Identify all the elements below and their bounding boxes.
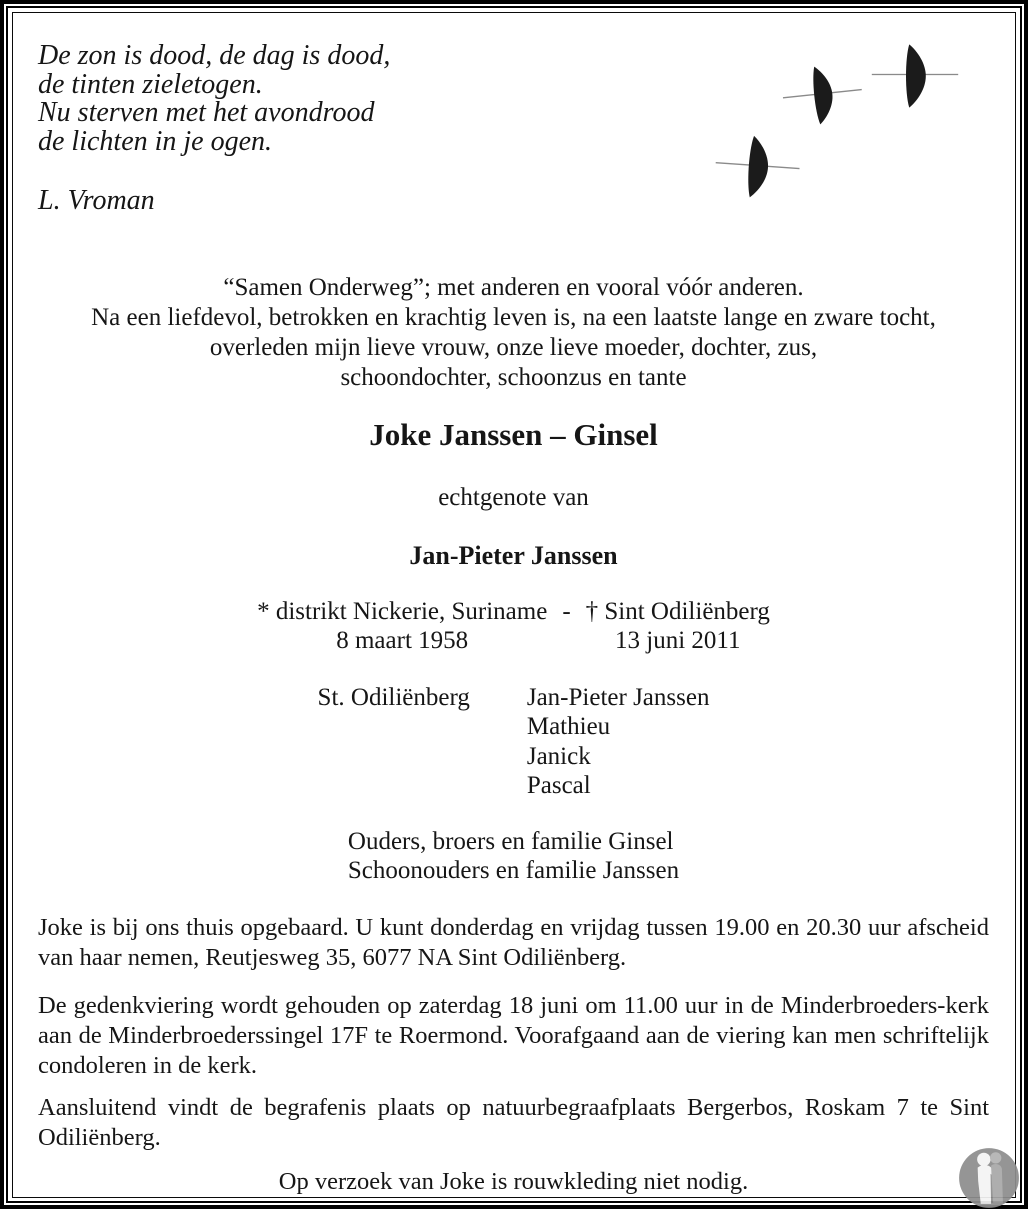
paragraph-burial: Aansluitend vindt de begrafenis plaats op natuurbegraafplaats Bergerbos, Roskam 7 te Sint Odiliënberg. [38,1093,989,1151]
family-block [38,683,989,801]
family-member: Janick [526,742,591,770]
paragraph-memorial-service: De gedenkviering wordt gehouden op zaterdag 18 juni om 11.00 uur in de Minderbroeders-kerk aan de Minderbroederssingel 17F te Roermond. Voorafgaand aan de viering kan men schriftelijk condoleren in de kerk. [38,991,989,1079]
intro-text [38,273,989,393]
death-column [586,597,770,655]
announcement-content [16,16,1011,1195]
intro-line: overleden mijn lieve vrouw, onze lieve moeder, dochter, zus, [209,333,818,361]
relatives-line: Schoonouders en familie Janssen [347,856,680,884]
relatives-line: Ouders, broers en familie Ginsel [347,827,674,855]
intro-line: “Samen Onderweg”; met anderen en vooral vóór anderen. [223,273,804,301]
birth-death-block [38,597,989,655]
family-member: Pascal [526,772,591,799]
paragraph-visitation: Joke is bij ons thuis opgebaard. U kunt donderdag en vrijdag tussen 19.00 en 20.30 uur afscheid van haar nemen, Reutjesweg 35, 6077 NA Sint Odiliënberg. [38,913,989,971]
family-place: St. Odiliënberg [317,683,470,711]
poem-line: Nu sterven met het avondrood [38,97,375,128]
intro-line: Na een liefdevol, betrokken en krachtig leven is, na een laatste lange en zware tocht, [91,303,936,331]
death-dagger-symbol: † [585,597,599,625]
deceased-name: Joke Janssen – Ginsel [369,416,658,452]
birth-place: distrikt Nickerie, Suriname [275,597,548,625]
poem-quote [38,42,989,156]
death-place-line [586,597,770,626]
intro-line: schoondochter, schoonzus en tante [340,363,687,391]
birth-symbol: * [257,597,270,625]
poem-line: de lichten in je ogen. [38,125,273,157]
relatives-lines [348,827,679,885]
family-member: Jan-Pieter Janssen [526,683,710,711]
spouse-name: Jan-Pieter Janssen [409,540,618,570]
closing-note: Op verzoek van Joke is rouwkleding niet nodig. [278,1167,749,1195]
poem-line: de tinten zieletogen. [38,68,263,100]
relation-label: echtgenote van [438,483,589,511]
birth-place-line [257,597,547,626]
family-member: Mathieu [526,713,611,740]
poem-author: L. Vroman [38,185,155,216]
family-members-list [527,683,710,801]
embracing-figures-memorial-logo-icon [956,1146,1022,1212]
vitals-separator: - [562,597,571,625]
birth-date: 8 maart 1958 [336,626,469,654]
birth-column [257,597,547,655]
death-place: Sint Odiliënberg [604,597,770,625]
death-date: 13 juni 2011 [615,626,741,654]
poem-line: De zon is dood, de dag is dood, [38,40,391,71]
